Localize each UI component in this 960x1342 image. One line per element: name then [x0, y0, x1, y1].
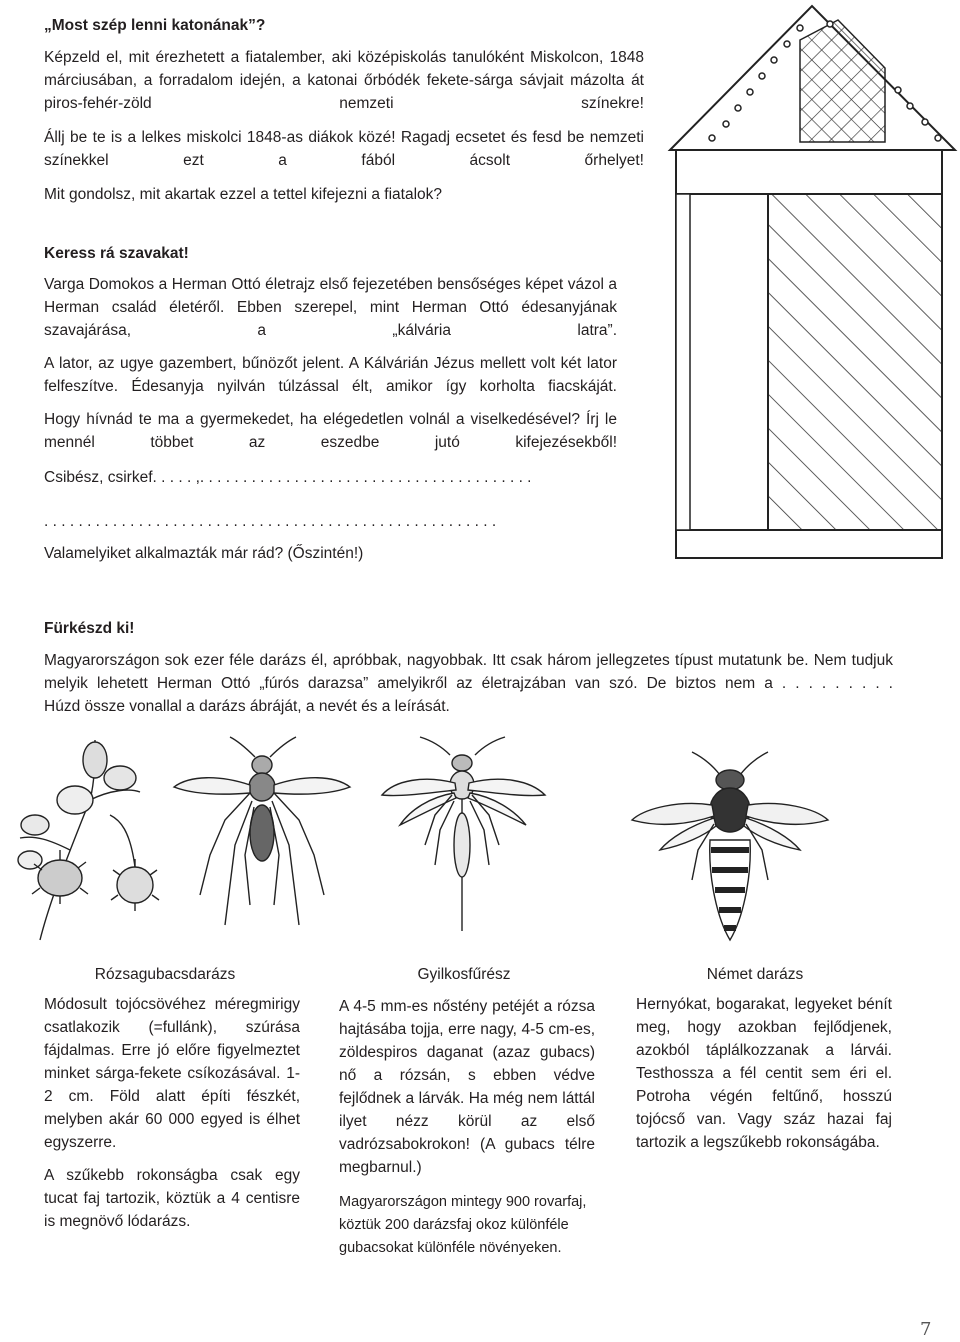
wasp-name-rozsagubacs: Rózsagubacsdarázs [94, 965, 236, 983]
description-column-2 [339, 995, 595, 1260]
answer-line-2[interactable]: . . . . . . . . . . . . . . . . . . . . . . . . . . . . . . . . . . . . . . . . . . . . . . . . . . . . . [44, 513, 497, 530]
description-column-1 [44, 993, 300, 1233]
description-column-3 [636, 993, 892, 1154]
section-title-katona: „Most szép lenni katonának”? [44, 17, 266, 34]
paragraph-herman-family: Varga Domokos a Herman Ottó életrajz első fejezetében bensőséges képet vázol a Herman család életéről. Ebben szerepel, mint Herman Ottó édesanyjának szavajárása, a „kálvária latra”. [44, 276, 617, 339]
sawfly-wasp-illustration [170, 735, 360, 945]
paragraph-katona-question: Mit gondolsz, mit akartak ezzel a tettel kifejezni a fiatalok? [44, 186, 443, 203]
section-title-furkeszd: Fürkészd ki! [44, 620, 135, 637]
rose-gall-illustration [0, 730, 170, 940]
paragraph-task-words: Hogy hívnád te ma a gyermekedet, ha elégedetlen volnál a viselkedésével? Írj le mennél többet az eszedbe jutó kifejezésekből! [44, 411, 617, 451]
paragraph-wasp-task: Húzd össze vonallal a darázs ábráját, a nevét és a leírását. [44, 698, 450, 715]
description-3a: Hernyókat, bogarakat, legyeket bénít meg, hogy azokban fejlődjenek, azokból táplálkozzanak a lárvái. Testhossza a fél centit sem éri el. Potroha végén feltűnő, hosszú tojócső van. Vagy száz hazai faj tartozik a legszűkebb rokonságába. [636, 996, 892, 1151]
ichneumon-wasp-illustration [380, 735, 550, 935]
paragraph-lator: A lator, az ugye gazembert, bűnözőt jelent. A Kálvárián Jézus mellett volt két lator felfeszítve. Édesanyja nyilván túlzással élt, amikor így korholta fiacskáját. [44, 355, 617, 395]
paragraph-wasp-intro: Magyarországon sok ezer féle darázs él, apróbbak, nagyobbak. Itt csak három jellegzetes típust mutatunk be. Nem tudjuk melyik lehetett Herman Ottó „fúrós darazsa” amelyikről az életrajzában van szó. De biztos nem a . . . . . . . . . [44, 652, 893, 692]
section-title-szavak: Keress rá szavakat! [44, 245, 189, 262]
page-number: 7 [920, 1319, 932, 1340]
answer-line-1[interactable]: Csibész, csirkef. . . . . ,. . . . . . . . . . . . . . . . . . . . . . . . . . . . . . . . . . . . . . . [44, 469, 532, 486]
description-2a: A 4-5 mm-es nőstény petéjét a rózsa hajtásába tojja, erre nagy, 4-5 cm-es, zöldespiros daganat (azaz gubacs) nő a rózsán, s ebben védve fejlődnek a lárvák. Ha még nem láttál ilyet nézz körül az első vadrózsabokrokon! (A gubacs télre megbarnul.) [339, 998, 595, 1176]
question-applied: Valamelyiket alkalmazták már rád? (Őszintén!) [44, 545, 364, 562]
wasp-name-nemet: Német darázs [706, 965, 804, 983]
description-1b: A szűkebb rokonságba csak egy tucat faj tartozik, köztük a 4 centisre is megnövő lódarázs. [44, 1167, 300, 1230]
paragraph-katona-task: Állj be te is a lelkes miskolci 1848-as diákok közé! Ragadj ecsetet és fesd be nemzeti színekkel ezt a fából ácsolt őrhelyet! [44, 129, 644, 169]
german-wasp-illustration [630, 750, 830, 970]
description-2b: Magyarországon mintegy 900 rovarfaj, köztük 200 darázsfaj okoz különféle gubacsokat különféle növényeken. [339, 1194, 587, 1256]
wasp-name-gyilkosfuresz: Gyilkosfűrész [417, 965, 511, 983]
description-1a: Módosult tojócsövéhez méregmirigy csatlakozik (=fullánk), szúrása fájdalmas. Erre jó előre figyelmeztet minket sárga-fekete csíkozásával. 1-2 cm. Föld alatt építi fészkét, melyben akár 60 000 egyed is élhet egyszerre. [44, 996, 300, 1151]
paragraph-katona-intro: Képzeld el, mit érezhetett a fiatalember, aki középiskolás tanulóként Miskolcon, 1848 márciusában, a forradalom idején, a katonai őrbódék fekete-sárga sávjait mázolta át piros-fehér-zöld nemzeti színekre! [44, 49, 644, 112]
